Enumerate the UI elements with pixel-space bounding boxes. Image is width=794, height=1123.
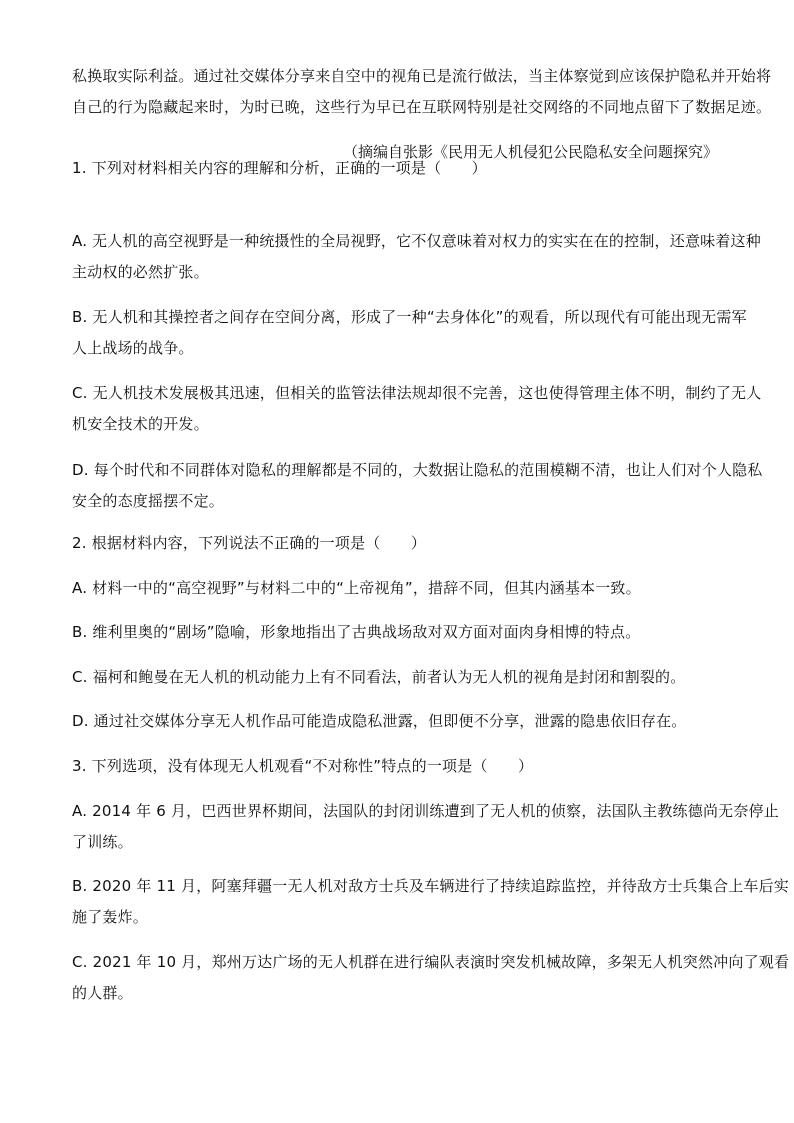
question-3-option-a: A. 2014 年 6 月，巴西世界杯期间，法国队的封闭训练遭到了无人机的侦察，法国队主教练德尚无奈停止 了训练。 [72,802,779,851]
question-2-option-b: B. 维利里奥的“剧场”隐喻，形象地指出了古典战场敌对双方面对面肉身相博的特点。 [72,623,641,641]
question-2-option-c: C. 福柯和鲍曼在无人机的机动能力上有不同看法，前者认为无人机的视角是封闭和割裂的。 [72,668,686,686]
source-citation: （摘编自张影《民用无人机侵犯公民隐私安全问题探究》 [342,143,718,161]
question-3-option-b: B. 2020 年 11 月，阿塞拜疆一无人机对敌方士兵及车辆进行了持续追踪监控，并待敌方士兵集合上车后实 施了轰炸。 [72,877,789,926]
question-1-stem: 1. 下列对材料相关内容的理解和分析，正确的一项是（ ） [72,159,487,177]
question-1-option-c: C. 无人机技术发展极其迅速，但相关的监管法律法规却很不完善，这也使得管理主体不明，制约了无人 机安全技术的开发。 [72,384,762,433]
question-2-option-d: D. 通过社交媒体分享无人机作品可能造成隐私泄露，但即便不分享，泄露的隐患依旧存在。 [72,712,687,730]
question-2-stem: 2. 根据材料内容，下列说法不正确的一项是（ ） [72,534,427,552]
question-1-option-b: B. 无人机和其操控者之间存在空间分离，形成了一种“去身体化”的观看，所以现代有可能出现无需军 人上战场的战争。 [72,308,747,357]
question-2-option-a: A. 材料一中的“高空视野”与材料二中的“上帝视角”，措辞不同，但其内涵基本一致。 [72,579,641,597]
question-3-stem: 3. 下列选项，没有体现无人机观看“不对称性”特点的一项是（ ） [72,757,534,775]
text-line: 自己的行为隐藏起来时，为时已晚，这些行为早已在互联网特别是社交网络的不同地点留下了数据足迹。 [72,98,772,116]
question-1-option-a: A. 无人机的高空视野是一种统摄性的全局视野，它不仅意味着对权力的实实在在的控制，还意味着这种 主动权的必然扩张。 [72,232,761,281]
question-1-option-d: D. 每个时代和不同群体对隐私的理解都是不同的，大数据让隐私的范围模糊不清，也让人们对个人隐私 安全的态度摇摆不定。 [72,461,763,510]
intro-paragraph [72,61,772,123]
text-line: 私换取实际利益。通过社交媒体分享来自空中的视角已是流行做法，当主体察觉到应该保护隐私并开始将 [72,67,772,85]
question-3-option-c: C. 2021 年 10 月，郑州万达广场的无人机群在进行编队表演时突发机械故障，多架无人机突然冲向了观看 的人群。 [72,953,790,1002]
